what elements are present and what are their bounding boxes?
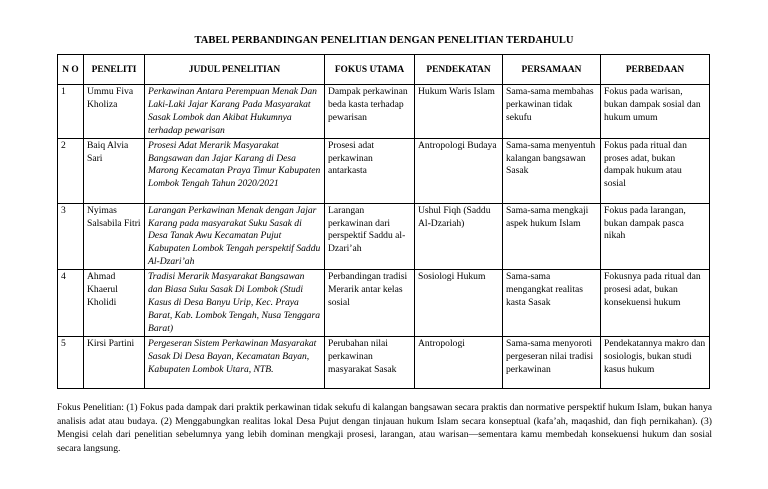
cell-pendekatan: Sosiologi Hukum — [415, 270, 503, 337]
table-header-row — [58, 55, 710, 85]
cell-peneliti: Nyimas Salsabila Fitri — [84, 203, 145, 270]
cell-fokus: Dampak perkawinan beda kasta terhadap pewarisan — [325, 85, 415, 139]
table-row — [58, 85, 710, 139]
cell-persamaan: Sama-sama mengangkat realitas kasta Sasak — [503, 270, 601, 337]
cell-judul: Larangan Perkawinan Menak dengan Jajar Karang pada masyarakat Suku Sasak di Desa Tanak Awu Kecamatan Pujut Kabupaten Lombok Tengah perspektif Saddu Al-Dzari’ah — [145, 203, 325, 270]
cell-judul: Perkawinan Antara Perempuan Menak Dan Laki-Laki Jajar Karang Pada Masyarakat Sasak Lombok dan Akibat Hukumnya terhadap pewarisan — [145, 85, 325, 139]
cell-perbedaan: Pendekatannya makro dan sosiologis, bukan studi kasus hukum — [601, 336, 710, 388]
cell-pendekatan: Ushul Fiqh (Saddu Al-Dzariah) — [415, 203, 503, 270]
cell-pendekatan: Antropologi Budaya — [415, 138, 503, 203]
cell-persamaan: Sama-sama menyentuh kalangan bangsawan Sasak — [503, 138, 601, 203]
table-title: TABEL PERBANDINGAN PENELITIAN DENGAN PENELITIAN TERDAHULU — [194, 35, 574, 46]
header-judul: JUDUL PENELITIAN — [145, 55, 325, 85]
cell-persamaan: Sama-sama membahas perkawinan tidak sekufu — [503, 85, 601, 139]
table-row — [58, 138, 710, 203]
cell-perbedaan: Fokusnya pada ritual dan prosesi adat, bukan konsekuensi hukum — [601, 270, 710, 337]
cell-peneliti: Kirsi Partini — [84, 336, 145, 388]
header-persamaan: PERSAMAAN — [503, 55, 601, 85]
cell-judul: Tradisi Merarik Masyarakat Bangsawan dan Biasa Suku Sasak Di Lombok (Studi Kasus di Desa Banyu Urip, Kec. Praya Barat, Kab. Lombok Tengah, Nusa Tenggara Barat) — [145, 270, 325, 337]
table-row — [58, 336, 710, 388]
cell-no: 4 — [58, 270, 84, 337]
cell-persamaan: Sama-sama menyoroti pergeseran nilai tradisi perkawinan — [503, 336, 601, 388]
table-row — [58, 203, 710, 270]
cell-perbedaan: Fokus pada ritual dan proses adat, bukan dampak hukum atau sosial — [601, 138, 710, 203]
cell-fokus: Larangan perkawinan dari perspektif Saddu al-Dzari’ah — [325, 203, 415, 270]
cell-fokus: Perbandingan tradisi Merarik antar kelas sosial — [325, 270, 415, 337]
header-perbedaan: PERBEDAAN — [601, 55, 710, 85]
cell-peneliti: Baiq Alvia Sari — [84, 138, 145, 203]
table-row — [58, 270, 710, 337]
header-no: N O — [58, 55, 84, 85]
cell-no: 1 — [58, 85, 84, 139]
cell-peneliti: Ummu Fiva Kholiza — [84, 85, 145, 139]
header-pendekatan: PENDEKATAN — [415, 55, 503, 85]
comparison-table — [57, 54, 710, 389]
cell-perbedaan: Fokus pada larangan, bukan dampak pasca nikah — [601, 203, 710, 270]
header-fokus: FOKUS UTAMA — [325, 55, 415, 85]
cell-pendekatan: Hukum Waris Islam — [415, 85, 503, 139]
cell-no: 3 — [58, 203, 84, 270]
cell-fokus: Prosesi adat perkawinan antarkasta — [325, 138, 415, 203]
cell-judul: Pergeseran Sistem Perkawinan Masyarakat Sasak Di Desa Bayan, Kecamatan Bayan, Kabupaten Lombok Utara, NTB. — [145, 336, 325, 388]
research-focus-note: Fokus Penelitian: (1) Fokus pada dampak dari praktik perkawinan tidak sekufu di kalangan bangsawan secara praktis dan normative perspektif hukum Islam, bukan hanya analisis adat atau budaya. (2) Menggabungkan realitas lokal Desa Pujut dengan tinjauan hukum Islam secara konseptual (kafa’ah, maqashid, dan fiqh pernikahan). (3) Mengisi celah dari penelitian sebelumnya yang lebih dominan mengkaji prosesi, larangan, atau warisan—sementara kamu membedah konsekuensi hukum dan sosial secara langsung. — [57, 402, 712, 454]
cell-perbedaan: Fokus pada warisan, bukan dampak sosial dan hukum umum — [601, 85, 710, 139]
cell-peneliti: Ahmad Khaerul Kholidi — [84, 270, 145, 337]
cell-judul: Prosesi Adat Merarik Masyarakat Bangsawan dan Jajar Karang di Desa Marong Kecamatan Praya Timur Kabupaten Lombok Tengah Tahun 2020/2021 — [145, 138, 325, 203]
cell-pendekatan: Antropologi — [415, 336, 503, 388]
cell-no: 5 — [58, 336, 84, 388]
cell-persamaan: Sama-sama mengkaji aspek hukum Islam — [503, 203, 601, 270]
header-peneliti: PENELITI — [84, 55, 145, 85]
cell-no: 2 — [58, 138, 84, 203]
cell-fokus: Perubahan nilai perkawinan masyarakat Sasak — [325, 336, 415, 388]
